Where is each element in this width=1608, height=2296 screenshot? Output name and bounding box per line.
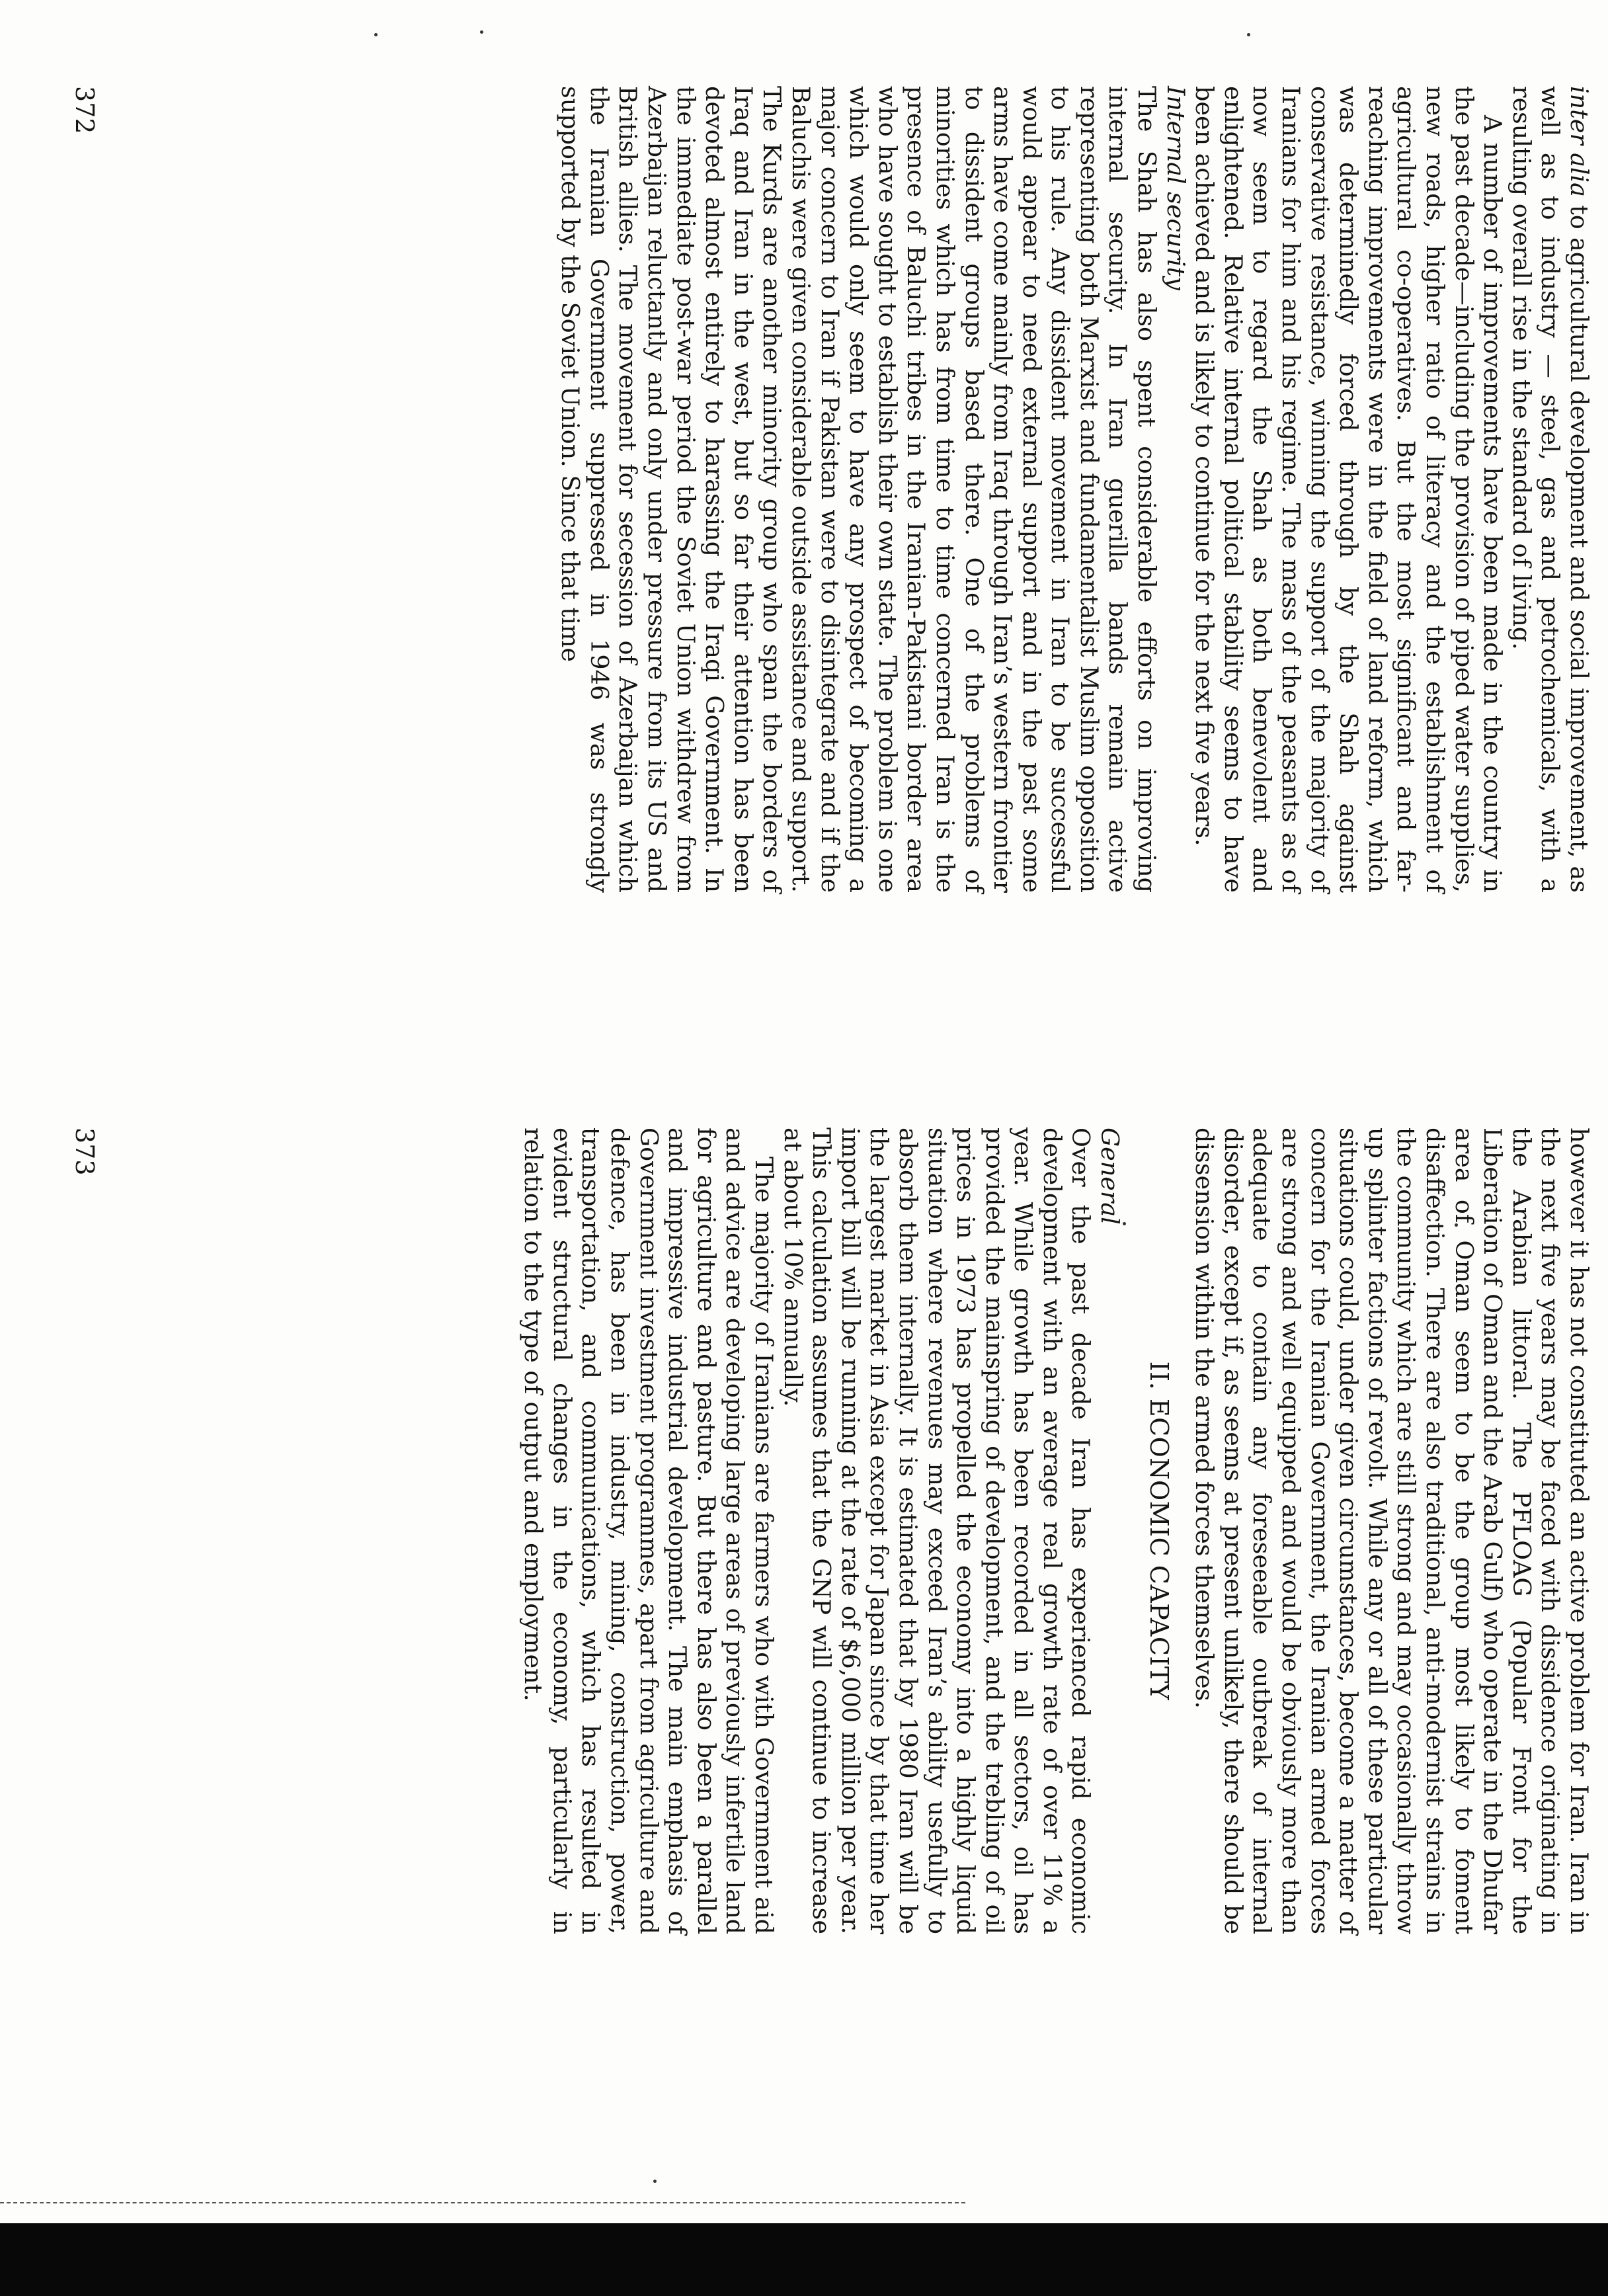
scan-speck: [374, 33, 378, 36]
scan-edge-line: [0, 2202, 965, 2203]
page-number-left: 372: [70, 86, 99, 134]
page-number-right: 373: [70, 1128, 99, 1176]
scan-border-bar: [0, 2223, 1608, 2296]
left-paragraph-2: A number of improvements have been made in the country in the past decade—including the provision of piped water supplies, new roads, higher ratio of literacy and the establishment of agricultural co-operatives. But the most significant and far-reaching improvements were in the field of land reform, which was determinedly forced through by the Shah against conservative resistance, winning the support of the majority of Iranians for him and his regime. The mass of the peasants as of now seem to regard the Shah as both benevolent and enlightened. Relative internal political stability seems to have been achieved and is likely to continue for the next five years.: [1190, 86, 1508, 893]
left-paragraph-1: [1507, 86, 1593, 893]
left-paragraph-1-text: to agricultural development and social improvement, as well as to industry — steel, gas and petrochemicals, with a resulting overall rise in the standard of living.: [1507, 86, 1593, 893]
latin-phrase: inter alia: [1565, 86, 1593, 197]
right-page-column: [519, 1128, 1593, 1934]
scan-speck: [480, 30, 483, 34]
left-page-column: [556, 86, 1593, 893]
section-title: II. ECONOMIC CAPACITY: [1144, 1361, 1174, 1701]
two-page-spread: [60, 86, 1593, 2110]
scan-speck: [1247, 33, 1250, 36]
scan-speck: [653, 2180, 657, 2183]
subheading-general: General: [1096, 1128, 1125, 1225]
right-paragraph-2: Over the past decade Iran has experienced rapid economic development with an average real growth rate of over 11% a year. While growth has been recorded in all sectors, oil has provided the mainspring of development, and the trebling of oil prices in 1973 has propelled the economy into a highly liquid situation where revenues may exceed Iran’s ability usefully to absorb them internally. It is estimated that by 1980 Iran will be the largest market in Asia except for Japan since by that time her import bill will be running at the rate of $6,000 million per year. This calculation assumes that the GNP will continue to increase at about 10% annually.: [778, 1128, 1096, 1934]
right-paragraph-3: The majority of Iranians are farmers who with Government aid and advice are developing large areas of previously infertile land for agriculture and pasture. But there has also been a parallel and impressive industrial development. The main emphasis of Government investment programmes, apart from agriculture and defence, has been in industry, mining, construction, power, transportation, and communications, which has resulted in evident structural changes in the economy, particularly in relation to the type of output and employment.: [519, 1128, 778, 1934]
subheading-internal-security: Internal security: [1161, 86, 1190, 290]
right-paragraph-1: however it has not constituted an active problem for Iran. Iran in the next five years may be faced with dissidence originating in the Arabian littoral. The PFLOAG (Popular Front for the Liberation of Oman and the Arab Gulf) who operate in the Dhufar area of Oman seem to be the group most likely to foment disaffection. There are also traditional, anti-modernist strains in the community which are still strong and may occasionally throw up splinter factions of revolt. While any or all of these particular situations could, under given circumstances, become a matter of concern for the Iranian Government, the Iranian armed forces are strong and well equipped and would be obviously more than adequate to contain any foreseeable outbreak of internal disorder, except if, as seems at present unlikely, there should be dissension within the armed forces themselves.: [1190, 1128, 1593, 1934]
left-paragraph-3: The Shah has also spent considerable efforts on improving internal security. In Iran guerilla bands remain active representing both Marxist and fundamentalist Muslim opposition to his rule. Any dissident movement in Iran to be successful would appear to need external support and in the past some arms have come mainly from Iraq through Iran’s western frontier to dissident groups based there. One of the problems of minorities which has from time to time concerned Iran is the presence of Baluchi tribes in the Iranian-Pakistani border area who have sought to establish their own state. The problem is one which would only seem to have any prospect of becoming a major concern to Iran if Pakistan were to disintegrate and if the Baluchis were given considerable outside assistance and support. The Kurds are another minority group who span the borders of Iraq and Iran in the west, but so far their attention has been devoted almost entirely to harassing the Iraqi Government. In the immediate post-war period the Soviet Union withdrew from Azerbaijan reluctantly and only under pressure from its US and British allies. The movement for secession of Azerbaijan which the Iranian Government suppressed in 1946 was strongly supported by the Soviet Union. Since that time: [556, 86, 1162, 893]
